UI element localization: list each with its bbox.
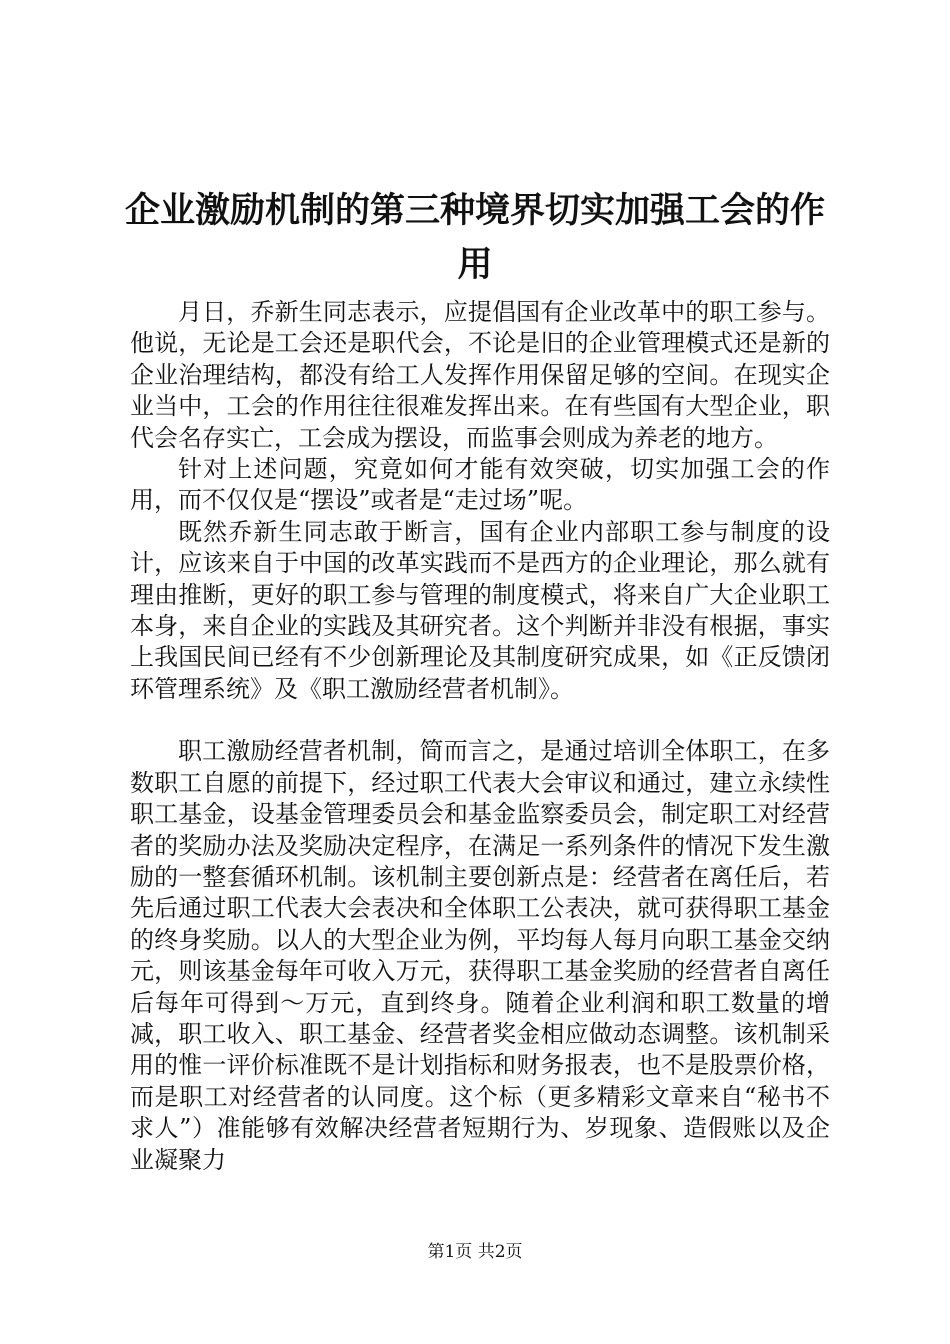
- paragraph-1: 月日，乔新生同志表示，应提倡国有企业改革中的职工参与。他说，无论是工会还是职代会，不论是旧的企业管理模式还是新的企业治理结构，都没有给工人发挥作用保留足够的空间。在现实企业当中，工会的作用往往很难发挥出来。在有些国有大型企业，职代会名存实亡，工会成为摆设，而监事会则成为养老的地方。: [130, 298, 830, 452]
- paragraph-3: 既然乔新生同志敢于断言，国有企业内部职工参与制度的设计，应该来自于中国的改革实践而不是西方的企业理论，那么就有理由推断，更好的职工参与管理的制度模式，将来自广大企业职工本身，来自企业的实践及其研究者。这个判断并非没有根据，事实上我国民间已经有不少创新理论及其制度研究成果，如《正反馈闭环管理系统》及《职工激励经营者机制》。: [130, 517, 830, 703]
- document-body: [130, 297, 830, 1176]
- paragraph-2: 针对上述问题，究竟如何才能有效突破，切实加强工会的作用，而不仅仅是“摆设”或者是“走过场”呢。: [130, 455, 830, 515]
- document-title: 企业激励机制的第三种境界切实加强工会的作用: [124, 190, 825, 285]
- paragraph-4: 职工激励经营者机制，简而言之，是通过培训全体职工，在多数职工自愿的前提下，经过职工代表大会审议和通过，建立永续性职工基金，设基金管理委员会和基金监察委员会，制定职工对经营者的奖励办法及奖励决定程序，在满足一系列条件的情况下发生激励的一整套循环机制。该机制主要创新点是：经营者在离任后，若先后通过职工代表大会表决和全体职工公表决，就可获得职工基金的终身奖励。以人的大型企业为例，平均每人每月向职工基金交纳元，则该基金每年可收入万元，获得职工基金奖励的经营者自离任后每年可得到～万元，直到终身。随着企业利润和职工数量的增减，职工收入、职工基金、经营者奖金相应做动态调整。该机制采用的惟一评价标准既不是计划指标和财务报表，也不是股票价格，而是职工对经营者的认同度。这个标（更多精彩文章来自“秘书不求人”）准能够有效解决经营者短期行为、岁现象、造假账以及企业凝聚力: [130, 737, 830, 1174]
- page-footer: 第1页 共2页: [427, 1242, 523, 1262]
